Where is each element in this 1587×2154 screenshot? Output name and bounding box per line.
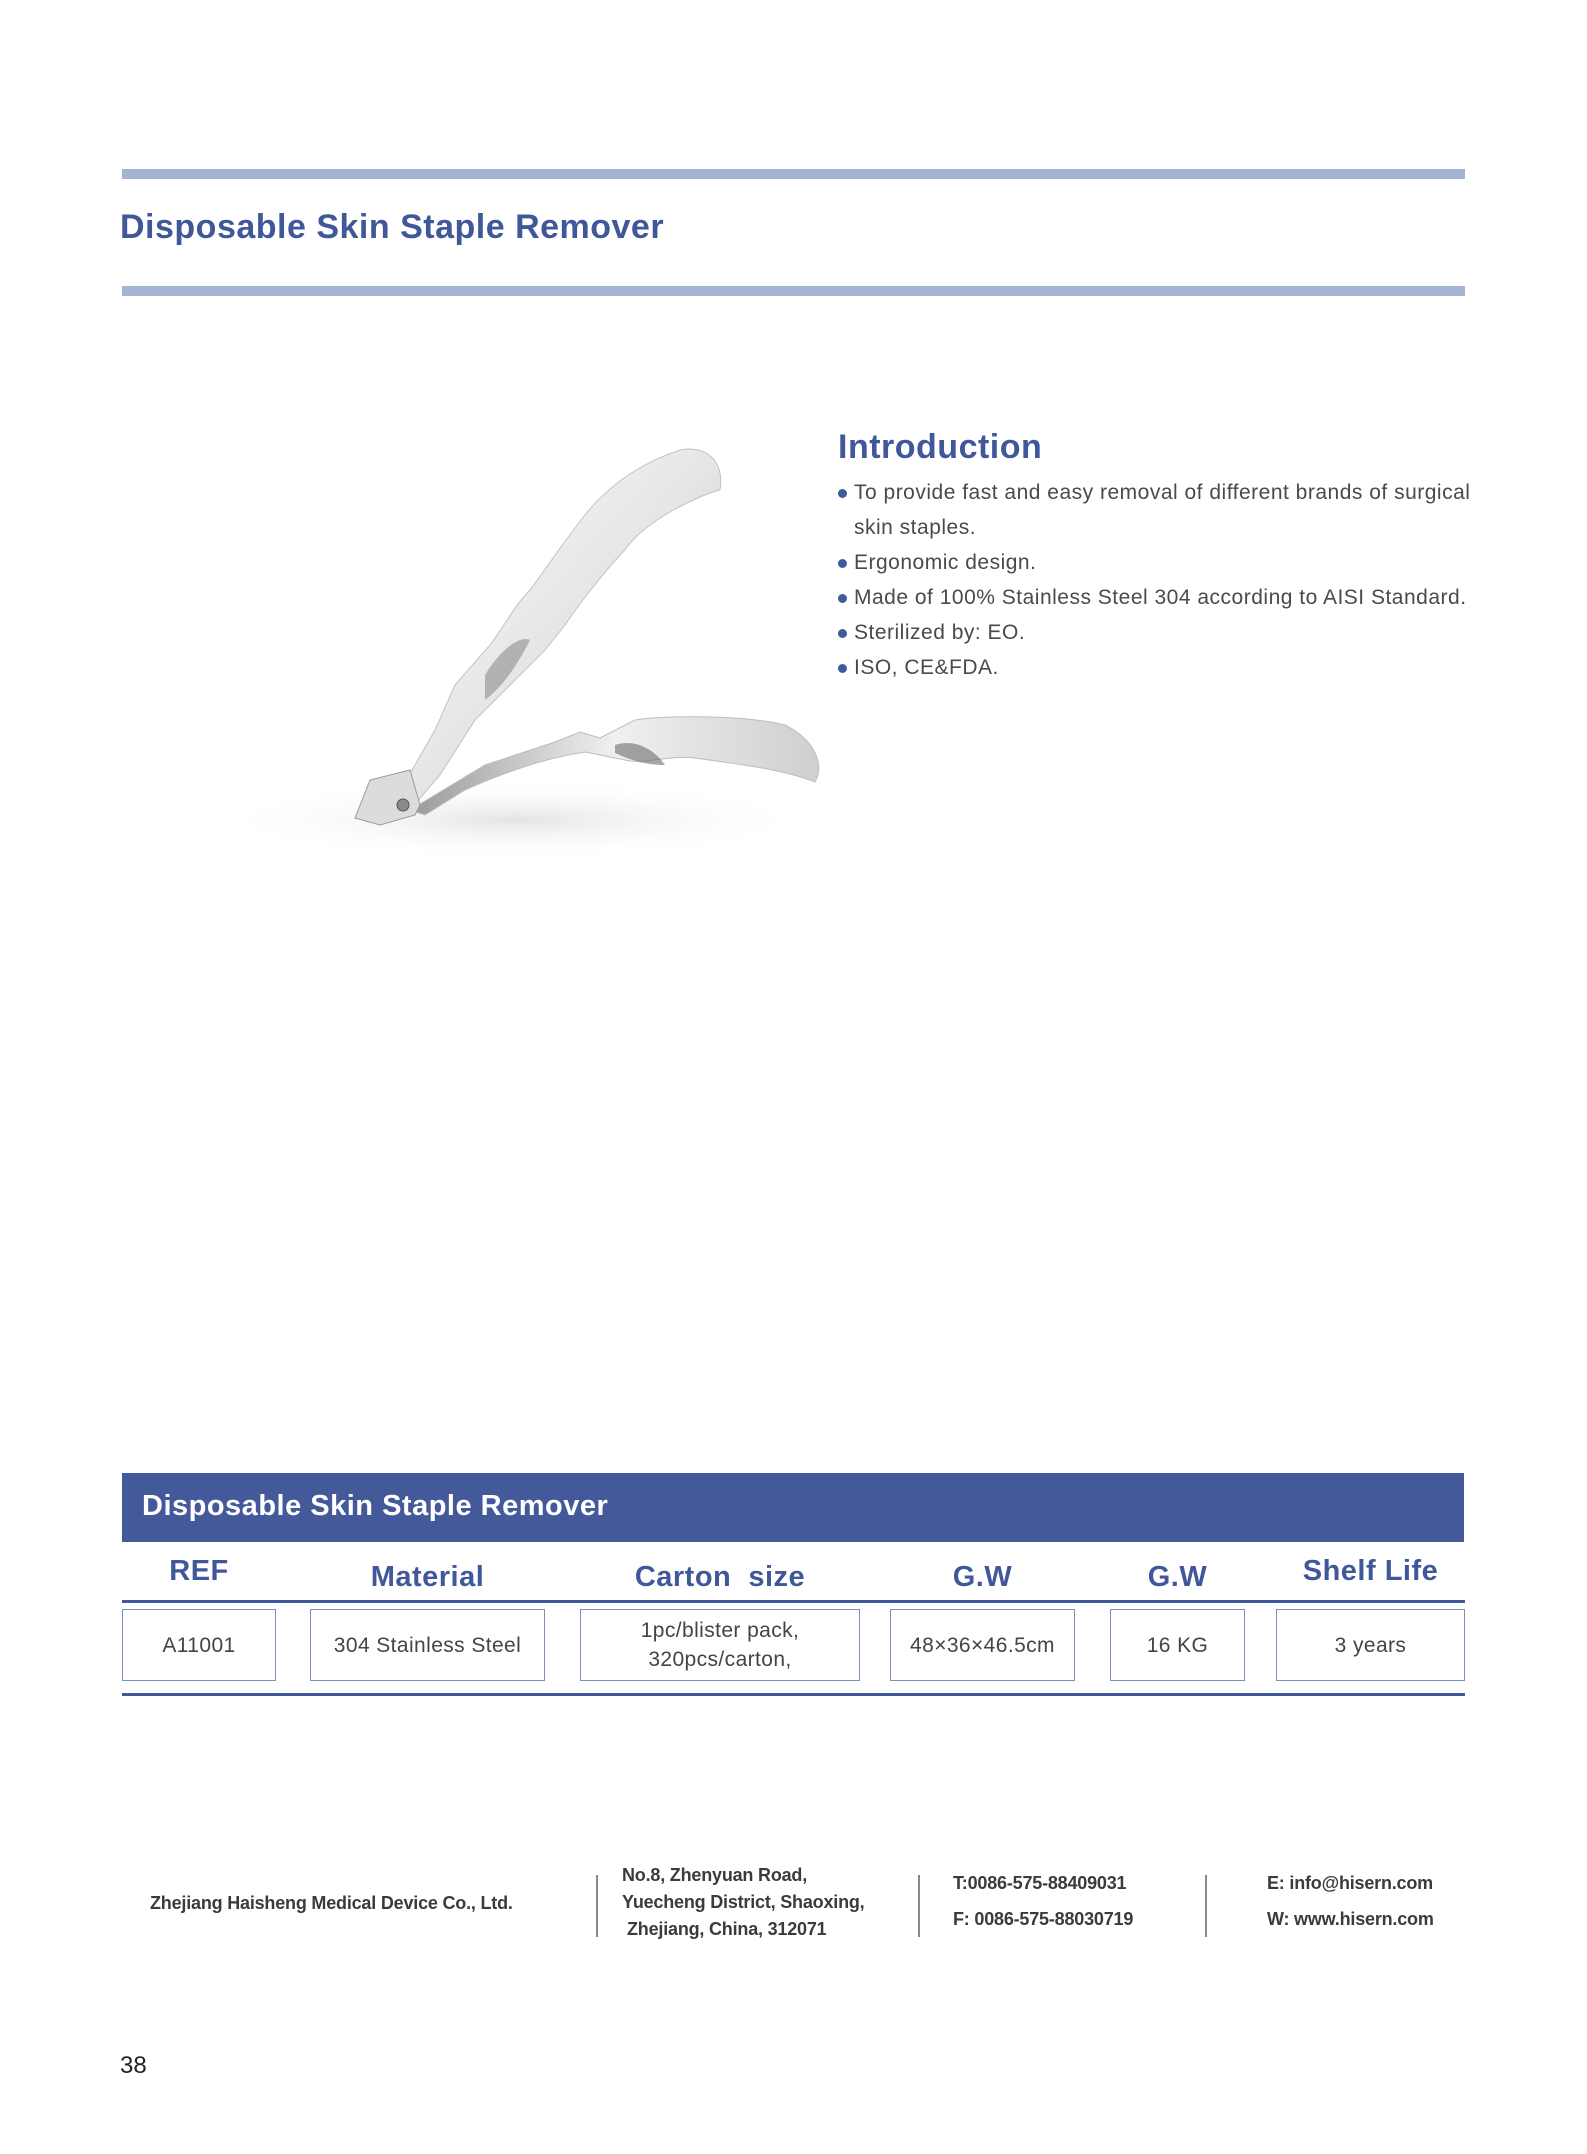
cell-ref: A11001 [122, 1609, 276, 1681]
footer-separator [918, 1875, 920, 1937]
intro-bullet-item: Ergonomic design. [838, 545, 1478, 580]
intro-bullet-item: ISO, CE&FDA. [838, 650, 1478, 685]
header-rule-top [122, 169, 1465, 179]
page-title: Disposable Skin Staple Remover [120, 208, 665, 246]
intro-bullet-item: Made of 100% Stainless Steel 304 according to AISI Standard. [838, 580, 1478, 615]
introduction-heading: Introduction [838, 428, 1043, 466]
cell-material: 304 Stainless Steel [310, 1609, 545, 1681]
introduction-list [838, 475, 1478, 685]
footer-company: Zhejiang Haisheng Medical Device Co., Ltd. [150, 1893, 513, 1913]
table-bottom-rule [122, 1693, 1465, 1696]
bullet-dot-icon [838, 489, 847, 498]
footer-separator [1205, 1875, 1207, 1937]
footer-separator [596, 1875, 598, 1937]
cell-dimensions: 48×36×46.5cm [890, 1609, 1075, 1681]
page-number: 38 [120, 2052, 147, 2079]
cell-weight: 16 KG [1110, 1609, 1245, 1681]
bullet-dot-icon [838, 594, 847, 603]
cell-carton-size: 1pc/blister pack, 320pcs/carton, [580, 1609, 860, 1681]
table-header-divider [122, 1600, 1465, 1603]
footer-address: No.8, Zhenyuan Road, Yuecheng District, Shaoxing, Zhejiang, China, 312071 [622, 1865, 865, 1939]
footer-web: W: www.hisern.com [1267, 1909, 1434, 1929]
bullet-dot-icon [838, 629, 847, 638]
spec-table-title: Disposable Skin Staple Remover [142, 1490, 609, 1522]
product-image [185, 420, 845, 1070]
header-rule-bottom [122, 286, 1465, 296]
footer-email: E: info@hisern.com [1267, 1873, 1433, 1893]
column-header-material: Material [370, 1561, 485, 1593]
column-header-gw-weight: G.W [1147, 1561, 1208, 1593]
intro-bullet-item: To provide fast and easy removal of different brands of surgical skin staples. [838, 475, 1478, 545]
column-header-shelf-life: Shelf Life [1302, 1555, 1439, 1587]
column-header-gw-dimensions: G.W [952, 1561, 1013, 1593]
bullet-dot-icon [838, 559, 847, 568]
column-header-ref: REF [169, 1555, 229, 1587]
introduction-section [838, 428, 1478, 685]
column-header-carton-size: Carton size [634, 1561, 806, 1593]
cell-shelf-life: 3 years [1276, 1609, 1465, 1681]
footer-contact [1267, 1870, 1434, 1960]
footer-phone: T:0086-575-88409031 F: 0086-575-88030719 [953, 1873, 1134, 1929]
spec-table-title-bar [122, 1473, 1464, 1542]
bullet-dot-icon [838, 664, 847, 673]
intro-bullet-item: Sterilized by: EO. [838, 615, 1478, 650]
